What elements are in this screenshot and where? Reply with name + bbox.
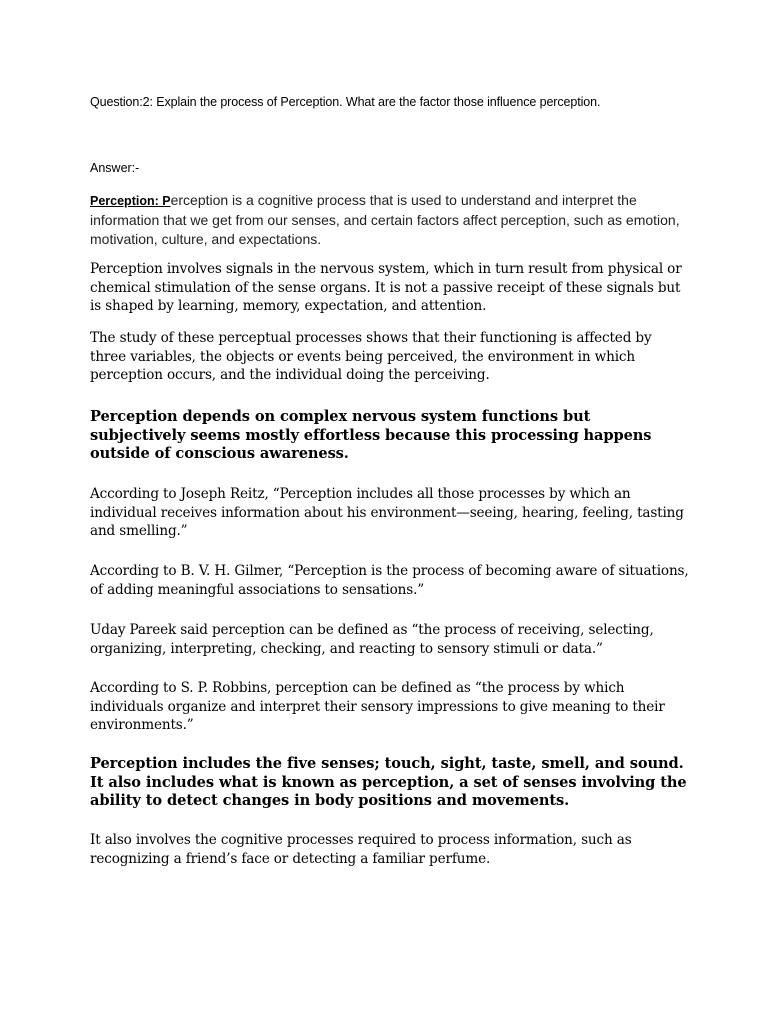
answer-label: Answer:- [90,161,140,175]
paragraph-nervous-system: Perception involves signals in the nervous system, which in turn result from physical or chemical stimulation of the sense organs. It is not a passive receipt of these signals but is shaped by learning, memory, expectation, and attention. [90,261,682,314]
paragraph-uday-pareek: Uday Pareek said perception can be defined as “the process of receiving, selecting, organizing, interpreting, checking, and reacting to sensory stimuli or data.” [90,622,654,657]
paragraph-joseph-reitz: According to Joseph Reitz, “Perception includes all those processes by which an individual receives information about his environment—seeing, hearing, feeling, tasting and smelling.” [90,486,684,539]
bold-paragraph-five-senses: Perception includes the five senses; touch, sight, taste, smell, and sound. It also includes what is known as perception, a set of senses involving the ability to detect changes in body positions and movements. [90,755,687,809]
intro-paragraph [90,191,690,249]
perception-term: Perception: P [90,194,171,208]
question-heading: Question:2: Explain the process of Perception. What are the factor those influence perception. [90,95,601,109]
paragraph-perceptual-processes: The study of these perceptual processes shows that their functioning is affected by three variables, the objects or events being perceived, the environment in which perception occurs, and the individual doing the perceiving. [90,330,652,383]
paragraph-robbins: According to S. P. Robbins, perception can be defined as “the process by which individuals organize and interpret their sensory impressions to give meaning to their environments.” [90,680,665,733]
paragraph-gilmer: According to B. V. H. Gilmer, “Perception is the process of becoming aware of situations, of adding meaningful associations to sensations.” [90,563,689,598]
intro-text: erception is a cognitive process that is used to understand and interpret the information that we get from our senses, and certain factors affect perception, such as emotion, motivation, culture, and expectations. [90,192,680,247]
bold-paragraph-effortless: Perception depends on complex nervous system functions but subjectively seems mostly effortless because this processing happens outside of conscious awareness. [90,408,652,462]
paragraph-cognitive-processes: It also involves the cognitive processes required to process information, such as recognizing a friend’s face or detecting a familiar perfume. [90,832,632,867]
